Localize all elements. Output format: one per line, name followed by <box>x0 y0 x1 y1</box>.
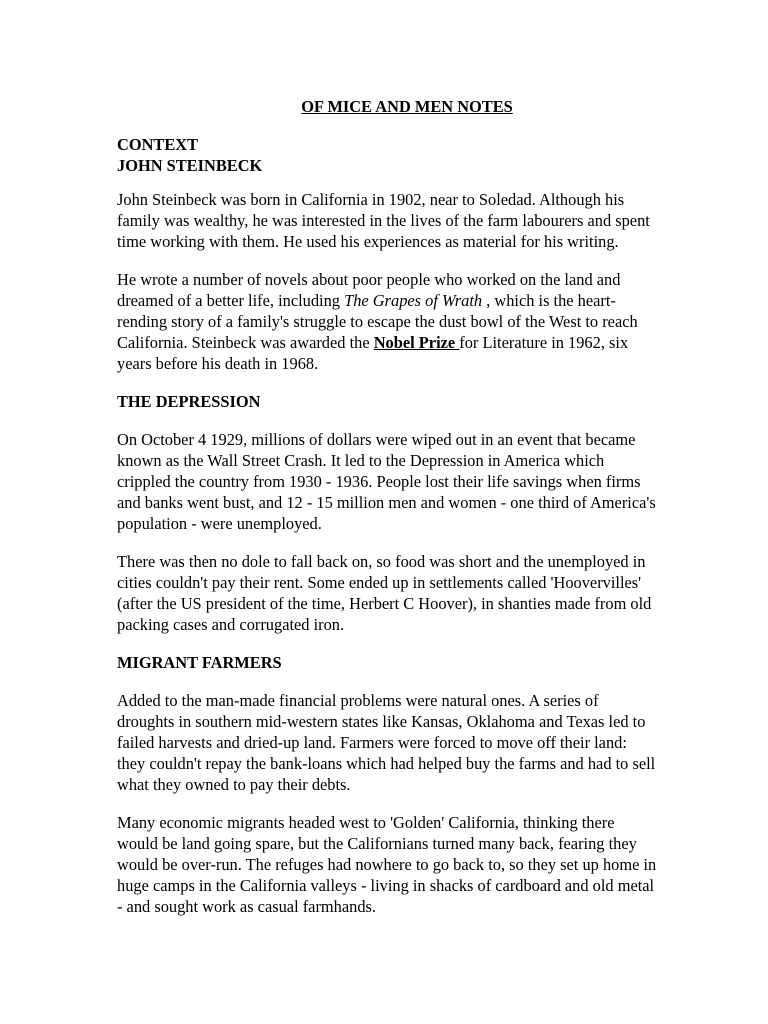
paragraph-novels-part2: , which is the heart-rending story of a family's struggle to escape the dust bowl of the West to reach California. Steinbeck was awarded the <box>117 291 638 352</box>
author-heading: JOHN STEINBECK <box>117 156 263 175</box>
nobel-prize-link[interactable]: Nobel Prize <box>373 333 460 352</box>
document-title: OF MICE AND MEN NOTES <box>301 97 513 116</box>
migrant-farmers-heading: MIGRANT FARMERS <box>117 653 282 672</box>
context-heading-block <box>117 134 657 176</box>
paragraph-novels-part1: He wrote a number of novels about poor people who worked on the land and dreamed of a better life, including <box>117 270 621 310</box>
book-title-grapes-of-wrath: The Grapes of Wrath <box>344 291 483 310</box>
paragraph-hoovervilles: There was then no dole to fall back on, so food was short and the unemployed in cities couldn't pay their rent. Some ended up in settlements called 'Hoovervilles' (after the US president of the time, Herbert C Hoover), in shanties made from old packing cases and corrugated iron. <box>117 552 652 634</box>
paragraph-droughts: Added to the man-made financial problems were natural ones. A series of droughts in southern mid-western states like Kansas, Oklahoma and Texas led to failed harvests and dried-up land. Farmers were forced to move off their land: they couldn't repay the bank-loans which had helped buy the farms and had to sell what they owned to pay their debts. <box>117 691 656 794</box>
paragraph-novels-part3: for Literature in 1962, six years before his death in 1968. <box>117 333 629 373</box>
paragraph-novels <box>117 269 657 374</box>
context-heading: CONTEXT <box>117 135 199 154</box>
paragraph-birth: John Steinbeck was born in California in 1902, near to Soledad. Although his family was wealthy, he was interested in the lives of the farm labourers and spent time working with them. He used his experiences as material for his writing. <box>117 190 650 251</box>
depression-heading: THE DEPRESSION <box>117 392 261 411</box>
paragraph-wall-street-crash: On October 4 1929, millions of dollars were wiped out in an event that became known as the Wall Street Crash. It led to the Depression in America which crippled the country from 1930 - 1936. People lost their life savings when firms and banks went bust, and 12 - 15 million men and women - one third of America's population - were unemployed. <box>117 430 656 533</box>
paragraph-migrants: Many economic migrants headed west to 'Golden' California, thinking there would be land going spare, but the Californians turned many back, fearing they would be over-run. The refuges had nowhere to go back to, so they set up home in huge camps in the California valleys - living in shacks of cardboard and old metal - and sought work as casual farmhands. <box>117 813 657 916</box>
document-page <box>117 96 657 934</box>
